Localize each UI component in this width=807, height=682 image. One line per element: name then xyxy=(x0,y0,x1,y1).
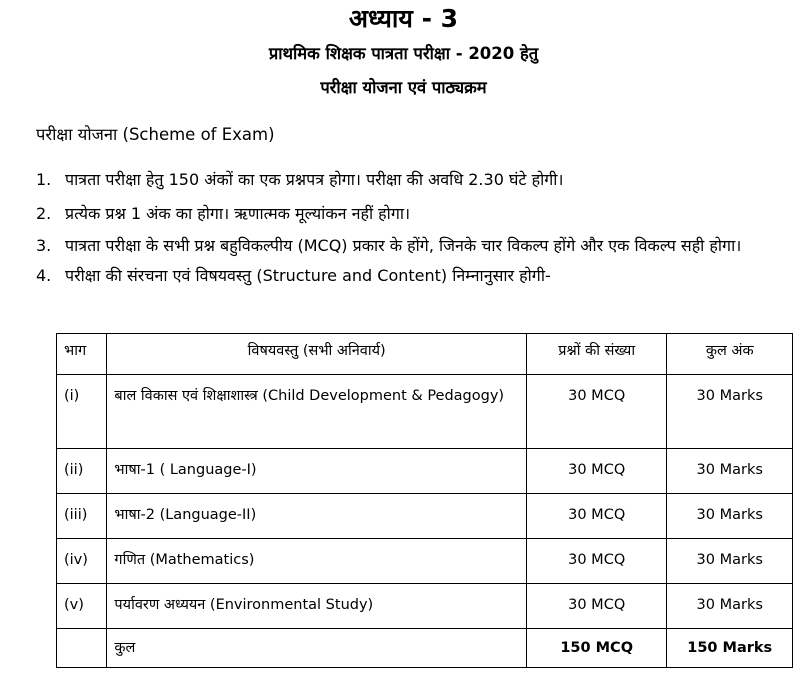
table-row xyxy=(57,449,793,494)
cell-marks: 30 Marks xyxy=(667,584,793,629)
cell-subject: गणित (Mathematics) xyxy=(107,539,526,584)
cell-part: (ii) xyxy=(57,449,107,494)
point-text: पात्रता परीक्षा के सभी प्रश्न बहुविकल्पीय (MCQ) प्रकार के होंगे, जिनके चार विकल्प होंगे और एक विकल्प सही होगा। xyxy=(65,236,742,255)
scheme-point xyxy=(36,232,792,260)
cell-part: (i) xyxy=(57,375,107,449)
scheme-heading: परीक्षा योजना (Scheme of Exam) xyxy=(36,125,275,144)
table-header-row xyxy=(57,334,793,375)
point-text: परीक्षा की संरचना एवं विषयवस्तु (Structure and Content) निम्नानुसार होगी- xyxy=(65,266,551,285)
point-number: 4. xyxy=(36,266,52,285)
point-text: प्रत्येक प्रश्न 1 अंक का होगा। ऋणात्मक मूल्यांकन नहीं होगा। xyxy=(65,204,411,223)
table-total-row xyxy=(57,629,793,668)
scheme-point xyxy=(36,166,792,194)
cell-marks: 30 Marks xyxy=(667,494,793,539)
header-marks: कुल अंक xyxy=(667,334,793,375)
cell-marks: 30 Marks xyxy=(667,375,793,449)
cell-questions: 30 MCQ xyxy=(526,584,667,629)
chapter-title: अध्याय - 3 xyxy=(348,4,459,33)
point-number: 2. xyxy=(36,204,52,223)
table-row xyxy=(57,494,793,539)
point-number: 3. xyxy=(36,236,52,255)
cell-part: (iii) xyxy=(57,494,107,539)
scheme-point xyxy=(36,262,792,290)
table-row xyxy=(57,584,793,629)
point-number: 1. xyxy=(36,170,52,189)
cell-part: (iv) xyxy=(57,539,107,584)
exam-title: प्राथमिक शिक्षक पात्रता परीक्षा - 2020 हेतु xyxy=(268,44,539,63)
cell-marks: 30 Marks xyxy=(667,539,793,584)
cell-questions: 30 MCQ xyxy=(526,494,667,539)
cell-questions: 30 MCQ xyxy=(526,449,667,494)
total-marks: 150 Marks xyxy=(667,629,793,668)
total-label: कुल xyxy=(107,629,526,668)
header-subject: विषयवस्तु (सभी अनिवार्य) xyxy=(107,334,526,375)
cell-subject: भाषा-1 ( Language-I) xyxy=(107,449,526,494)
syllabus-title: परीक्षा योजना एवं पाठ्यक्रम xyxy=(320,78,487,97)
header-part: भाग xyxy=(57,334,107,375)
cell-subject: भाषा-2 (Language-II) xyxy=(107,494,526,539)
cell-part: (v) xyxy=(57,584,107,629)
cell-part-empty xyxy=(57,629,107,668)
cell-questions: 30 MCQ xyxy=(526,539,667,584)
point-text: पात्रता परीक्षा हेतु 150 अंकों का एक प्रश्नपत्र होगा। परीक्षा की अवधि 2.30 घंटे होगी। xyxy=(65,170,564,189)
exam-structure-table xyxy=(56,333,793,668)
scheme-points-list xyxy=(36,166,792,290)
scheme-point xyxy=(36,200,792,228)
cell-questions: 30 MCQ xyxy=(526,375,667,449)
table-row xyxy=(57,375,793,449)
total-questions: 150 MCQ xyxy=(526,629,667,668)
table-row xyxy=(57,539,793,584)
cell-marks: 30 Marks xyxy=(667,449,793,494)
header-questions: प्रश्नों की संख्या xyxy=(526,334,667,375)
cell-subject: बाल विकास एवं शिक्षाशास्त्र (Child Development & Pedagogy) xyxy=(107,375,526,449)
cell-subject: पर्यावरण अध्ययन (Environmental Study) xyxy=(107,584,526,629)
